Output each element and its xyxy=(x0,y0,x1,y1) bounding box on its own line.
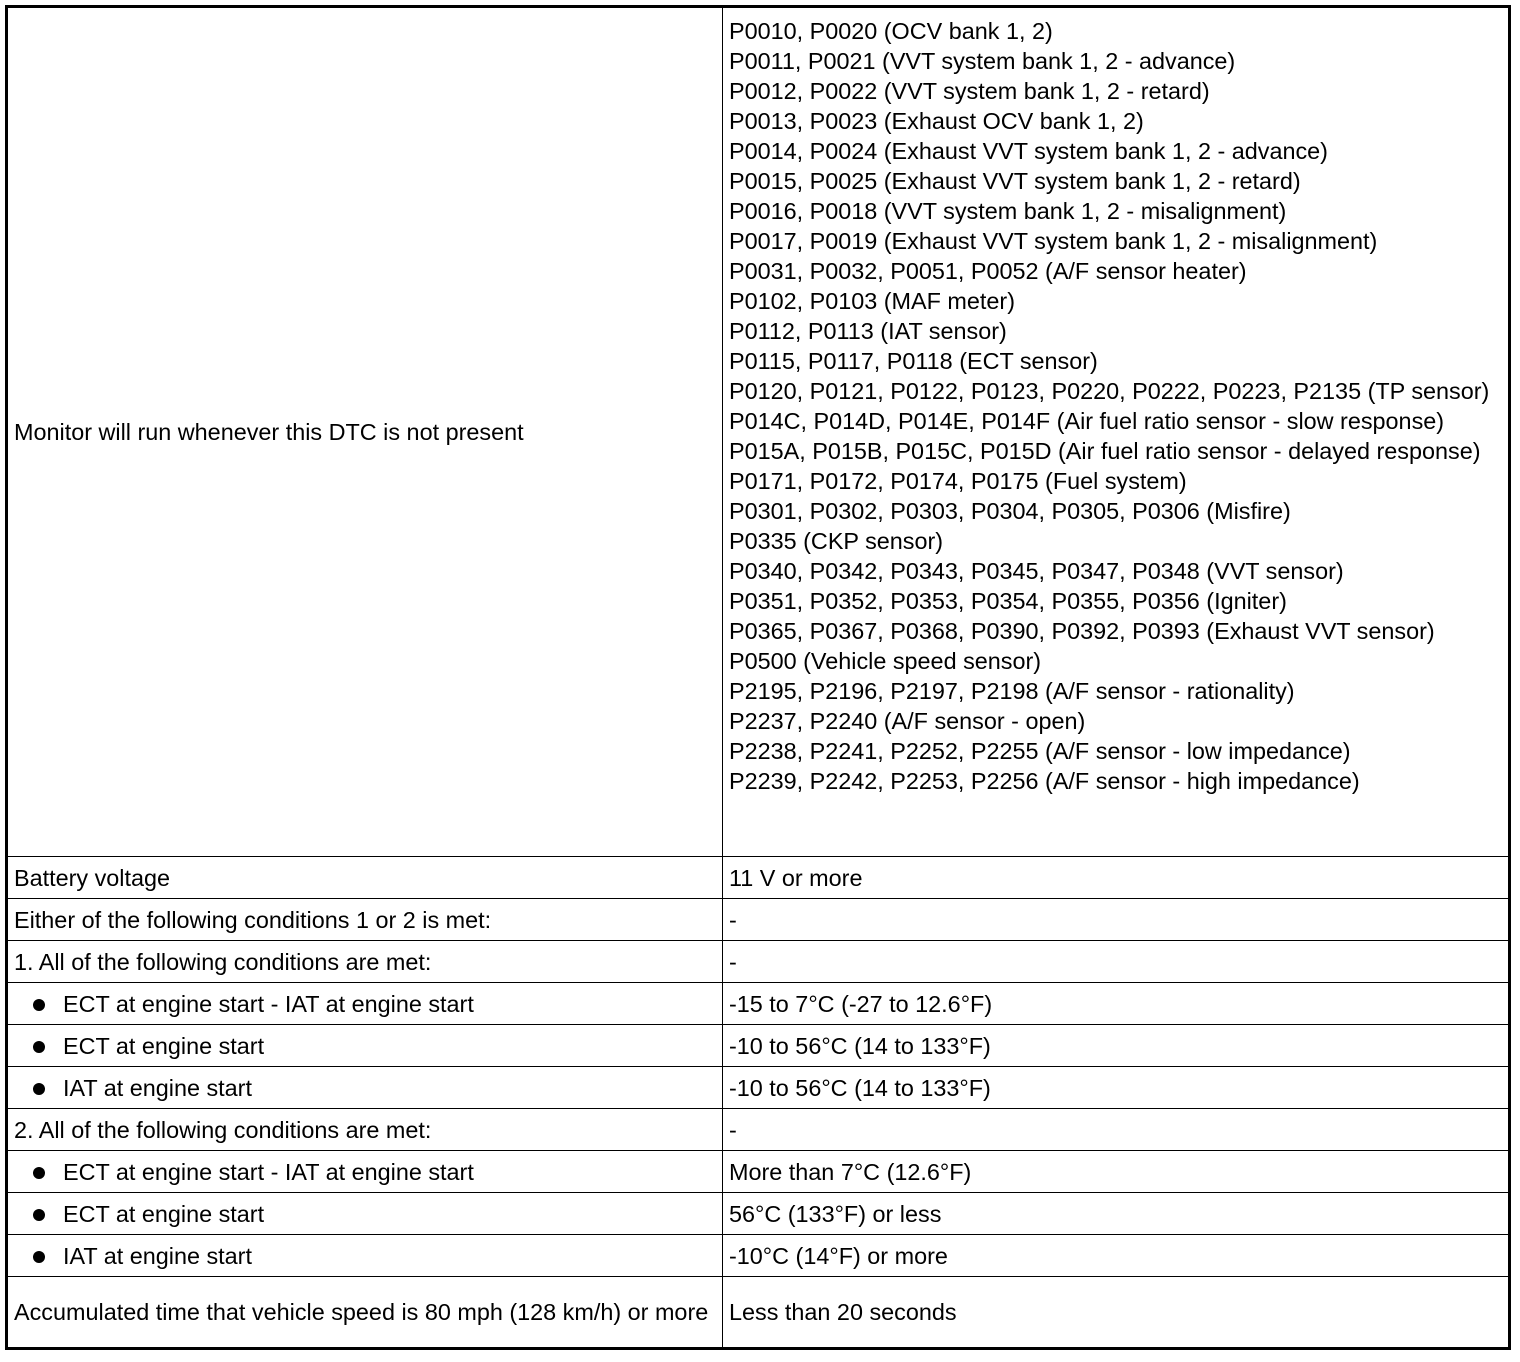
bullet-label-cell xyxy=(7,1193,723,1235)
bullet-icon xyxy=(33,1209,45,1221)
dtc-item: P0010, P0020 (OCV bank 1, 2) xyxy=(729,18,1053,44)
dtc-item: P0120, P0121, P0122, P0123, P0220, P0222, P0223, P2135 (TP sensor) xyxy=(729,378,1490,404)
dtc-item: P0013, P0023 (Exhaust OCV bank 1, 2) xyxy=(729,108,1144,134)
dtc-list-cell xyxy=(723,7,1510,857)
table-row xyxy=(7,1067,1510,1109)
bullet-label-cell xyxy=(7,1025,723,1067)
row-value: - xyxy=(723,899,1510,941)
dtc-item: P0171, P0172, P0174, P0175 (Fuel system) xyxy=(729,468,1187,494)
dtc-item: P0102, P0103 (MAF meter) xyxy=(729,288,1016,314)
row-label: IAT at engine start xyxy=(63,1074,252,1101)
dtc-item: P0301, P0302, P0303, P0304, P0305, P0306 (Misfire) xyxy=(729,498,1291,524)
dtc-item: P2239, P2242, P2253, P2256 (A/F sensor - high impedance) xyxy=(729,768,1360,794)
dtc-item: P0015, P0025 (Exhaust VVT system bank 1, 2 - retard) xyxy=(729,168,1301,194)
dtc-item: P0014, P0024 (Exhaust VVT system bank 1, 2 - advance) xyxy=(729,138,1328,164)
dtc-item: P015A, P015B, P015C, P015D (Air fuel ratio sensor - delayed response) xyxy=(729,438,1481,464)
row-label: ECT at engine start xyxy=(63,1200,265,1227)
dtc-item: P0340, P0342, P0343, P0345, P0347, P0348 (VVT sensor) xyxy=(729,558,1344,584)
row-label: Monitor will run whenever this DTC is not present xyxy=(7,7,723,857)
table-row xyxy=(7,857,1510,899)
dtc-item: P0351, P0352, P0353, P0354, P0355, P0356 (Igniter) xyxy=(729,588,1287,614)
row-value: Less than 20 seconds xyxy=(723,1277,1510,1349)
table-row xyxy=(7,1151,1510,1193)
row-label: ECT at engine start - IAT at engine start xyxy=(63,1158,474,1185)
table-row xyxy=(7,983,1510,1025)
row-value: - xyxy=(723,1109,1510,1151)
row-value: 11 V or more xyxy=(723,857,1510,899)
table-row xyxy=(7,7,1510,857)
dtc-item: P0112, P0113 (IAT sensor) xyxy=(729,318,1007,344)
dtc-item: P2195, P2196, P2197, P2198 (A/F sensor - rationality) xyxy=(729,678,1295,704)
bullet-icon xyxy=(33,1167,45,1179)
bullet-label-cell xyxy=(7,983,723,1025)
dtc-item: P0365, P0367, P0368, P0390, P0392, P0393 (Exhaust VVT sensor) xyxy=(729,618,1435,644)
row-label: 2. All of the following conditions are met: xyxy=(7,1109,723,1151)
row-value: More than 7°C (12.6°F) xyxy=(723,1151,1510,1193)
bullet-icon xyxy=(33,1083,45,1095)
bullet-label-cell xyxy=(7,1235,723,1277)
dtc-item: P0115, P0117, P0118 (ECT sensor) xyxy=(729,348,1098,374)
dtc-item: P2237, P2240 (A/F sensor - open) xyxy=(729,708,1086,734)
table-row xyxy=(7,899,1510,941)
dtc-item: P0017, P0019 (Exhaust VVT system bank 1, 2 - misalignment) xyxy=(729,228,1378,254)
dtc-item: P0335 (CKP sensor) xyxy=(729,528,944,554)
dtc-item: P014C, P014D, P014E, P014F (Air fuel ratio sensor - slow response) xyxy=(729,408,1445,434)
row-value: -10 to 56°C (14 to 133°F) xyxy=(723,1025,1510,1067)
table-row xyxy=(7,1109,1510,1151)
row-value: -10°C (14°F) or more xyxy=(723,1235,1510,1277)
bullet-label-cell xyxy=(7,1151,723,1193)
table-row xyxy=(7,1235,1510,1277)
row-label: Either of the following conditions 1 or 2 is met: xyxy=(7,899,723,941)
bullet-icon xyxy=(33,1041,45,1053)
table-row xyxy=(7,1025,1510,1067)
bullet-label-cell xyxy=(7,1067,723,1109)
table-row xyxy=(7,1193,1510,1235)
dtc-item: P0011, P0021 (VVT system bank 1, 2 - advance) xyxy=(729,48,1236,74)
row-label: 1. All of the following conditions are met: xyxy=(7,941,723,983)
row-label: Battery voltage xyxy=(7,857,723,899)
row-value: 56°C (133°F) or less xyxy=(723,1193,1510,1235)
dtc-item: P0031, P0032, P0051, P0052 (A/F sensor heater) xyxy=(729,258,1247,284)
row-label: ECT at engine start xyxy=(63,1032,265,1059)
dtc-item: P2238, P2241, P2252, P2255 (A/F sensor - low impedance) xyxy=(729,738,1351,764)
table-row xyxy=(7,1277,1510,1349)
dtc-item: P0500 (Vehicle speed sensor) xyxy=(729,648,1042,674)
row-label: ECT at engine start - IAT at engine start xyxy=(63,990,474,1017)
bullet-icon xyxy=(33,1251,45,1263)
row-label: Accumulated time that vehicle speed is 80 mph (128 km/h) or more xyxy=(7,1277,723,1349)
table-row xyxy=(7,941,1510,983)
dtc-item: P0016, P0018 (VVT system bank 1, 2 - misalignment) xyxy=(729,198,1287,224)
bullet-icon xyxy=(33,999,45,1011)
row-value: -15 to 7°C (-27 to 12.6°F) xyxy=(723,983,1510,1025)
row-value: - xyxy=(723,941,1510,983)
row-value: -10 to 56°C (14 to 133°F) xyxy=(723,1067,1510,1109)
row-label: IAT at engine start xyxy=(63,1242,252,1269)
conditions-table xyxy=(5,5,1511,1350)
dtc-item: P0012, P0022 (VVT system bank 1, 2 - retard) xyxy=(729,78,1210,104)
